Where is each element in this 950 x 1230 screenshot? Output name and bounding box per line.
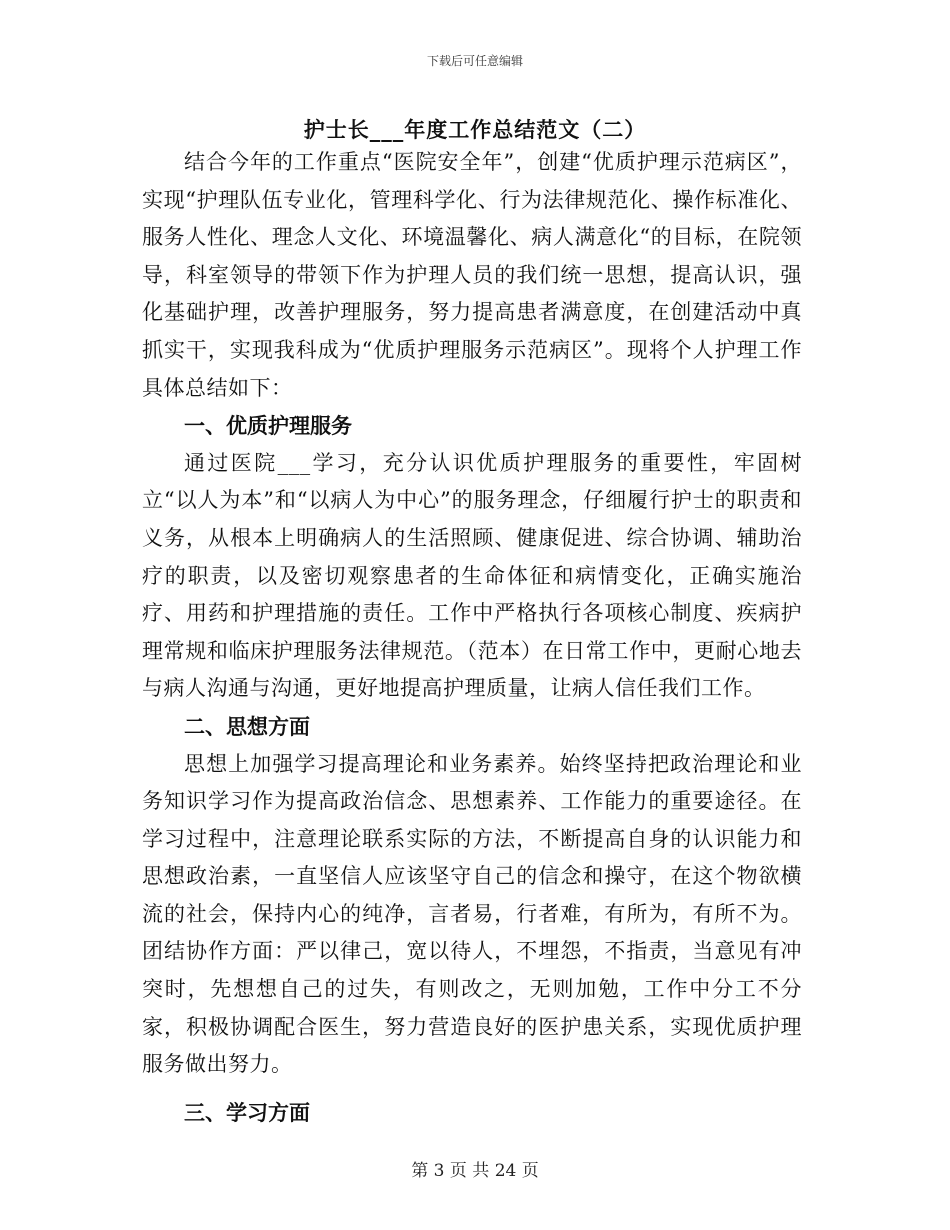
page-header: 下载后可任意编辑 [426,54,523,68]
section-heading-study: 三、学习方面 [184,1099,310,1125]
section-heading-quality-service: 一、优质护理服务 [184,413,352,439]
document-body [142,144,802,1131]
intro-paragraph: 结合今年的工作重点“医院安全年”，创建“优质护理示范病区”，实现“护理队伍专业化，管理科学化、行为法律规范化、操作标准化、服务人性化、理念人文化、环境温馨化、病人满意化“的目标，在院领导，科室领导的带领下作为护理人员的我们统一思想，提高认识，强化基础护理，改善护理服务，努力提高患者满意度，在创建活动中真抓实干，实现我科成为“优质护理服务示范病区”。现将个人护理工作具体总结如下： [142,150,802,400]
document-title: 护士长___年度工作总结范文（二） [303,117,647,142]
thought-paragraph: 思想上加强学习提高理论和业务素养。始终坚持把政治理论和业务知识学习作为提高政治信念、思想素养、工作能力的重要途径。在学习过程中，注意理论联系实际的方法，不断提高自身的认识能力和思想政治素，一直坚信人应该坚守自己的信念和操守，在这个物欲横流的社会，保持内心的纯净，言者易，行者难，有所为，有所不为。团结协作方面：严以律己，宽以待人，不埋怨，不指责，当意见有冲突时，先想想自己的过失，有则改之，无则加勉，工作中分工不分家，积极协调配合医生，努力营造良好的医护患关系，实现优质护理服务做出努力。 [142,751,802,1077]
section-heading-thought: 二、思想方面 [184,713,310,739]
quality-service-paragraph: 通过医院___学习，充分认识优质护理服务的重要性，牢固树立“以人为本”和“以病人为中心”的服务理念，仔细履行护士的职责和义务，从根本上明确病人的生活照顾、健康促进、综合协调、辅助治疗的职责，以及密切观察患者的生命体征和病情变化，正确实施治疗、用药和护理措施的责任。工作中严格执行各项核心制度、疾病护理常规和临床护理服务法律规范。（范本）在日常工作中，更耐心地去与病人沟通与沟通，更好地提高护理质量，让病人信任我们工作。 [142,450,802,701]
page-number: 第 3 页 共 24 页 [411,1161,539,1181]
